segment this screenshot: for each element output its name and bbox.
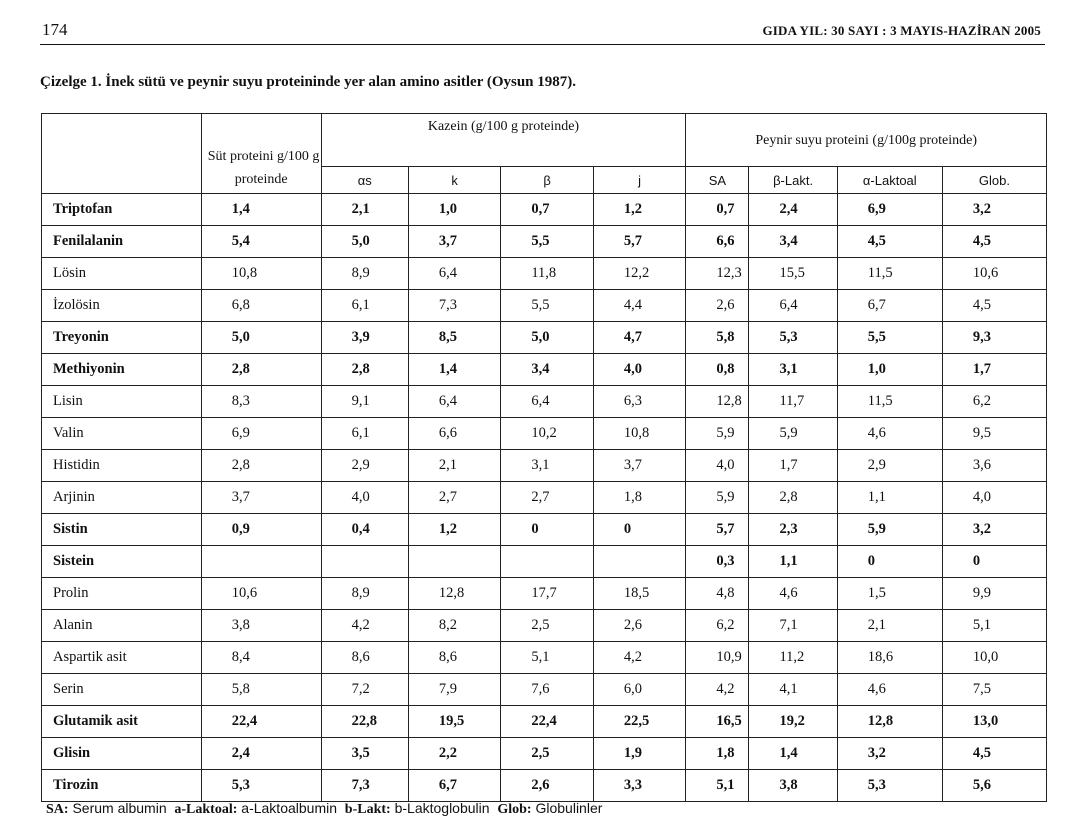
amino-acid-name: İzolösin [42,290,202,322]
table-row [42,770,1047,802]
value-cell: 5,1 [686,770,749,802]
value-cell: 8,6 [321,642,408,674]
value-cell: 4,0 [321,482,408,514]
footnote-sa-text: Serum albumin [72,800,167,816]
value-cell: 6,1 [321,290,408,322]
value-cell: 3,4 [501,354,594,386]
value-cell: 4,7 [593,322,686,354]
value-cell: 12,8 [686,386,749,418]
header-beta: β [501,167,594,194]
value-cell: 3,8 [749,770,837,802]
value-cell: 11,8 [501,258,594,290]
table-row [42,418,1047,450]
value-cell: 0 [593,514,686,546]
value-cell: 7,2 [321,674,408,706]
value-cell: 2,8 [201,354,321,386]
amino-acid-table-wrap [41,113,1047,802]
value-cell: 10,6 [201,578,321,610]
amino-acid-name: Aspartik asit [42,642,202,674]
value-cell: 4,5 [837,226,942,258]
value-cell: 10,8 [201,258,321,290]
value-cell: 6,3 [593,386,686,418]
value-cell: 5,5 [501,290,594,322]
value-cell: 1,2 [408,514,501,546]
value-cell: 9,3 [942,322,1046,354]
value-cell: 15,5 [749,258,837,290]
value-cell: 4,5 [942,290,1046,322]
value-cell [501,546,594,578]
value-cell: 5,8 [201,674,321,706]
value-cell: 4,5 [942,738,1046,770]
value-cell: 2,8 [749,482,837,514]
value-cell: 3,4 [749,226,837,258]
value-cell: 8,9 [321,258,408,290]
value-cell: 6,9 [837,194,942,226]
value-cell: 2,9 [321,450,408,482]
header-k: k [408,167,501,194]
value-cell: 11,2 [749,642,837,674]
value-cell: 5,4 [201,226,321,258]
value-cell: 6,4 [408,386,501,418]
value-cell: 2,6 [593,610,686,642]
value-cell: 5,0 [201,322,321,354]
value-cell: 4,2 [686,674,749,706]
value-cell: 0 [837,546,942,578]
value-cell: 1,4 [408,354,501,386]
footnote-b-key: b-Lakt: [344,802,391,817]
value-cell: 22,5 [593,706,686,738]
value-cell: 7,6 [501,674,594,706]
value-cell: 6,1 [321,418,408,450]
value-cell: 6,2 [686,610,749,642]
header-sut-proteini: Süt proteini g/100 g [201,114,321,167]
table-row [42,386,1047,418]
value-cell: 2,5 [501,610,594,642]
amino-acid-name: Alanin [42,610,202,642]
value-cell: 12,2 [593,258,686,290]
value-cell: 8,9 [321,578,408,610]
value-cell: 18,5 [593,578,686,610]
value-cell [593,546,686,578]
value-cell: 3,2 [942,194,1046,226]
value-cell: 2,1 [408,450,501,482]
value-cell: 5,7 [593,226,686,258]
value-cell: 3,2 [942,514,1046,546]
value-cell: 5,1 [942,610,1046,642]
table-row [42,258,1047,290]
value-cell: 8,2 [408,610,501,642]
value-cell: 5,3 [201,770,321,802]
table-row [42,450,1047,482]
value-cell: 2,6 [501,770,594,802]
amino-acid-name: Arjinin [42,482,202,514]
value-cell: 6,2 [942,386,1046,418]
table-row [42,674,1047,706]
table-row [42,482,1047,514]
value-cell: 6,4 [408,258,501,290]
value-cell: 7,1 [749,610,837,642]
header-glob: Glob. [942,167,1046,194]
value-cell: 9,9 [942,578,1046,610]
value-cell: 11,7 [749,386,837,418]
value-cell: 5,9 [686,418,749,450]
footnote [46,800,602,818]
value-cell: 4,2 [321,610,408,642]
value-cell: 2,8 [201,450,321,482]
value-cell: 19,2 [749,706,837,738]
value-cell: 5,3 [837,770,942,802]
value-cell: 2,5 [501,738,594,770]
header-alpha-laktoal: α-Laktoal [837,167,942,194]
value-cell: 22,8 [321,706,408,738]
value-cell: 5,6 [942,770,1046,802]
value-cell: 0 [501,514,594,546]
header-kazein: Kazein (g/100 g proteinde) [321,114,686,167]
table-row [42,578,1047,610]
table-row [42,514,1047,546]
value-cell: 0,9 [201,514,321,546]
table-row [42,706,1047,738]
value-cell: 16,5 [686,706,749,738]
value-cell: 3,6 [942,450,1046,482]
value-cell: 3,7 [593,450,686,482]
table-row [42,354,1047,386]
value-cell: 5,3 [749,322,837,354]
value-cell: 2,7 [501,482,594,514]
value-cell: 5,9 [749,418,837,450]
value-cell: 8,6 [408,642,501,674]
value-cell: 4,4 [593,290,686,322]
value-cell [408,546,501,578]
value-cell: 4,6 [837,418,942,450]
value-cell: 4,6 [837,674,942,706]
value-cell: 8,3 [201,386,321,418]
value-cell: 3,1 [501,450,594,482]
header-peynir-suyu: Peynir suyu proteini (g/100g proteinde) [686,114,1047,167]
value-cell: 7,5 [942,674,1046,706]
table-row [42,194,1047,226]
value-cell: 2,1 [321,194,408,226]
header-j: j [593,167,686,194]
value-cell: 12,8 [408,578,501,610]
value-cell: 10,8 [593,418,686,450]
value-cell: 2,6 [686,290,749,322]
header-sa: SA [686,167,749,194]
amino-acid-name: Sistin [42,514,202,546]
amino-acid-name: Prolin [42,578,202,610]
table-row [42,322,1047,354]
amino-acid-name: Glisin [42,738,202,770]
amino-acid-name: Valin [42,418,202,450]
table-row [42,290,1047,322]
value-cell: 1,1 [837,482,942,514]
value-cell: 2,1 [837,610,942,642]
value-cell: 11,5 [837,258,942,290]
caption-label: Çizelge 1. [40,74,102,90]
footnote-sa-key: SA: [46,802,69,817]
value-cell: 3,5 [321,738,408,770]
value-cell: 1,8 [686,738,749,770]
value-cell: 9,1 [321,386,408,418]
value-cell: 12,8 [837,706,942,738]
value-cell: 4,0 [593,354,686,386]
value-cell: 10,2 [501,418,594,450]
value-cell: 0,7 [686,194,749,226]
table-row [42,226,1047,258]
value-cell: 3,2 [837,738,942,770]
table-row [42,642,1047,674]
value-cell: 6,6 [686,226,749,258]
header-rule [40,44,1045,45]
value-cell: 3,3 [593,770,686,802]
journal-header: GIDA YIL: 30 SAYI : 3 MAYIS-HAZİRAN 2005 [762,23,1041,38]
amino-acid-name: Lösin [42,258,202,290]
amino-acid-name: Sistein [42,546,202,578]
value-cell: 22,4 [501,706,594,738]
value-cell: 0,3 [686,546,749,578]
value-cell: 2,8 [321,354,408,386]
value-cell: 4,6 [749,578,837,610]
value-cell: 13,0 [942,706,1046,738]
value-cell: 12,3 [686,258,749,290]
value-cell: 17,7 [501,578,594,610]
value-cell: 3,8 [201,610,321,642]
value-cell: 5,1 [501,642,594,674]
value-cell: 1,0 [837,354,942,386]
value-cell: 5,9 [686,482,749,514]
value-cell: 4,0 [942,482,1046,514]
table-row [42,546,1047,578]
footnote-g-key: Glob: [497,802,532,817]
amino-acid-name: Glutamik asit [42,706,202,738]
header-row-groups [42,114,1047,167]
value-cell: 1,4 [749,738,837,770]
value-cell: 8,4 [201,642,321,674]
table-caption [40,74,576,91]
header-beta-lakt: β-Lakt. [749,167,837,194]
value-cell: 4,1 [749,674,837,706]
value-cell: 5,0 [321,226,408,258]
value-cell: 0,4 [321,514,408,546]
value-cell: 8,5 [408,322,501,354]
value-cell: 4,0 [686,450,749,482]
value-cell: 5,7 [686,514,749,546]
value-cell: 6,6 [408,418,501,450]
amino-acid-name: Lisin [42,386,202,418]
value-cell: 2,4 [749,194,837,226]
value-cell: 6,0 [593,674,686,706]
header-empty-cell [42,114,202,194]
value-cell: 6,8 [201,290,321,322]
value-cell: 5,5 [837,322,942,354]
value-cell: 10,6 [942,258,1046,290]
value-cell: 7,3 [408,290,501,322]
value-cell: 6,9 [201,418,321,450]
table-row [42,738,1047,770]
amino-acid-name: Triptofan [42,194,202,226]
value-cell: 19,5 [408,706,501,738]
value-cell: 1,9 [593,738,686,770]
value-cell: 1,7 [942,354,1046,386]
value-cell: 2,7 [408,482,501,514]
value-cell: 6,4 [749,290,837,322]
value-cell: 6,4 [501,386,594,418]
value-cell: 3,7 [201,482,321,514]
page-number: 174 [42,20,68,39]
header-alpha-s: αs [321,167,408,194]
value-cell: 5,5 [501,226,594,258]
value-cell: 2,3 [749,514,837,546]
amino-acid-name: Treyonin [42,322,202,354]
value-cell: 3,7 [408,226,501,258]
value-cell: 3,1 [749,354,837,386]
value-cell: 11,5 [837,386,942,418]
footnote-a-text: a-Laktoalbumin [241,800,338,816]
value-cell [201,546,321,578]
value-cell: 4,2 [593,642,686,674]
value-cell: 2,2 [408,738,501,770]
footnote-a-key: a-Laktoal: [174,802,238,817]
value-cell: 6,7 [837,290,942,322]
amino-acid-name: Histidin [42,450,202,482]
table-row [42,610,1047,642]
value-cell: 6,7 [408,770,501,802]
value-cell: 5,9 [837,514,942,546]
amino-acid-table [41,113,1047,802]
value-cell: 2,9 [837,450,942,482]
value-cell: 1,4 [201,194,321,226]
value-cell: 10,9 [686,642,749,674]
value-cell: 5,0 [501,322,594,354]
value-cell: 0,8 [686,354,749,386]
value-cell [321,546,408,578]
value-cell: 4,8 [686,578,749,610]
amino-acid-name: Fenilalanin [42,226,202,258]
value-cell: 4,5 [942,226,1046,258]
footnote-b-text: b-Laktoglobulin [394,800,490,816]
value-cell: 9,5 [942,418,1046,450]
footnote-g-text: Globulinler [535,800,603,816]
header-sut-unit: proteinde [201,167,321,194]
value-cell: 0 [942,546,1046,578]
value-cell: 7,9 [408,674,501,706]
value-cell: 1,2 [593,194,686,226]
value-cell: 2,4 [201,738,321,770]
value-cell: 1,0 [408,194,501,226]
value-cell: 0,7 [501,194,594,226]
value-cell: 5,8 [686,322,749,354]
value-cell: 1,1 [749,546,837,578]
amino-acid-name: Tirozin [42,770,202,802]
value-cell: 10,0 [942,642,1046,674]
value-cell: 1,8 [593,482,686,514]
value-cell: 18,6 [837,642,942,674]
amino-acid-name: Serin [42,674,202,706]
value-cell: 7,3 [321,770,408,802]
table-body [42,194,1047,802]
value-cell: 1,7 [749,450,837,482]
amino-acid-name: Methiyonin [42,354,202,386]
value-cell: 22,4 [201,706,321,738]
caption-text: İnek sütü ve peynir suyu proteininde yer alan amino asitler (Oysun 1987). [105,74,577,90]
value-cell: 3,9 [321,322,408,354]
value-cell: 1,5 [837,578,942,610]
